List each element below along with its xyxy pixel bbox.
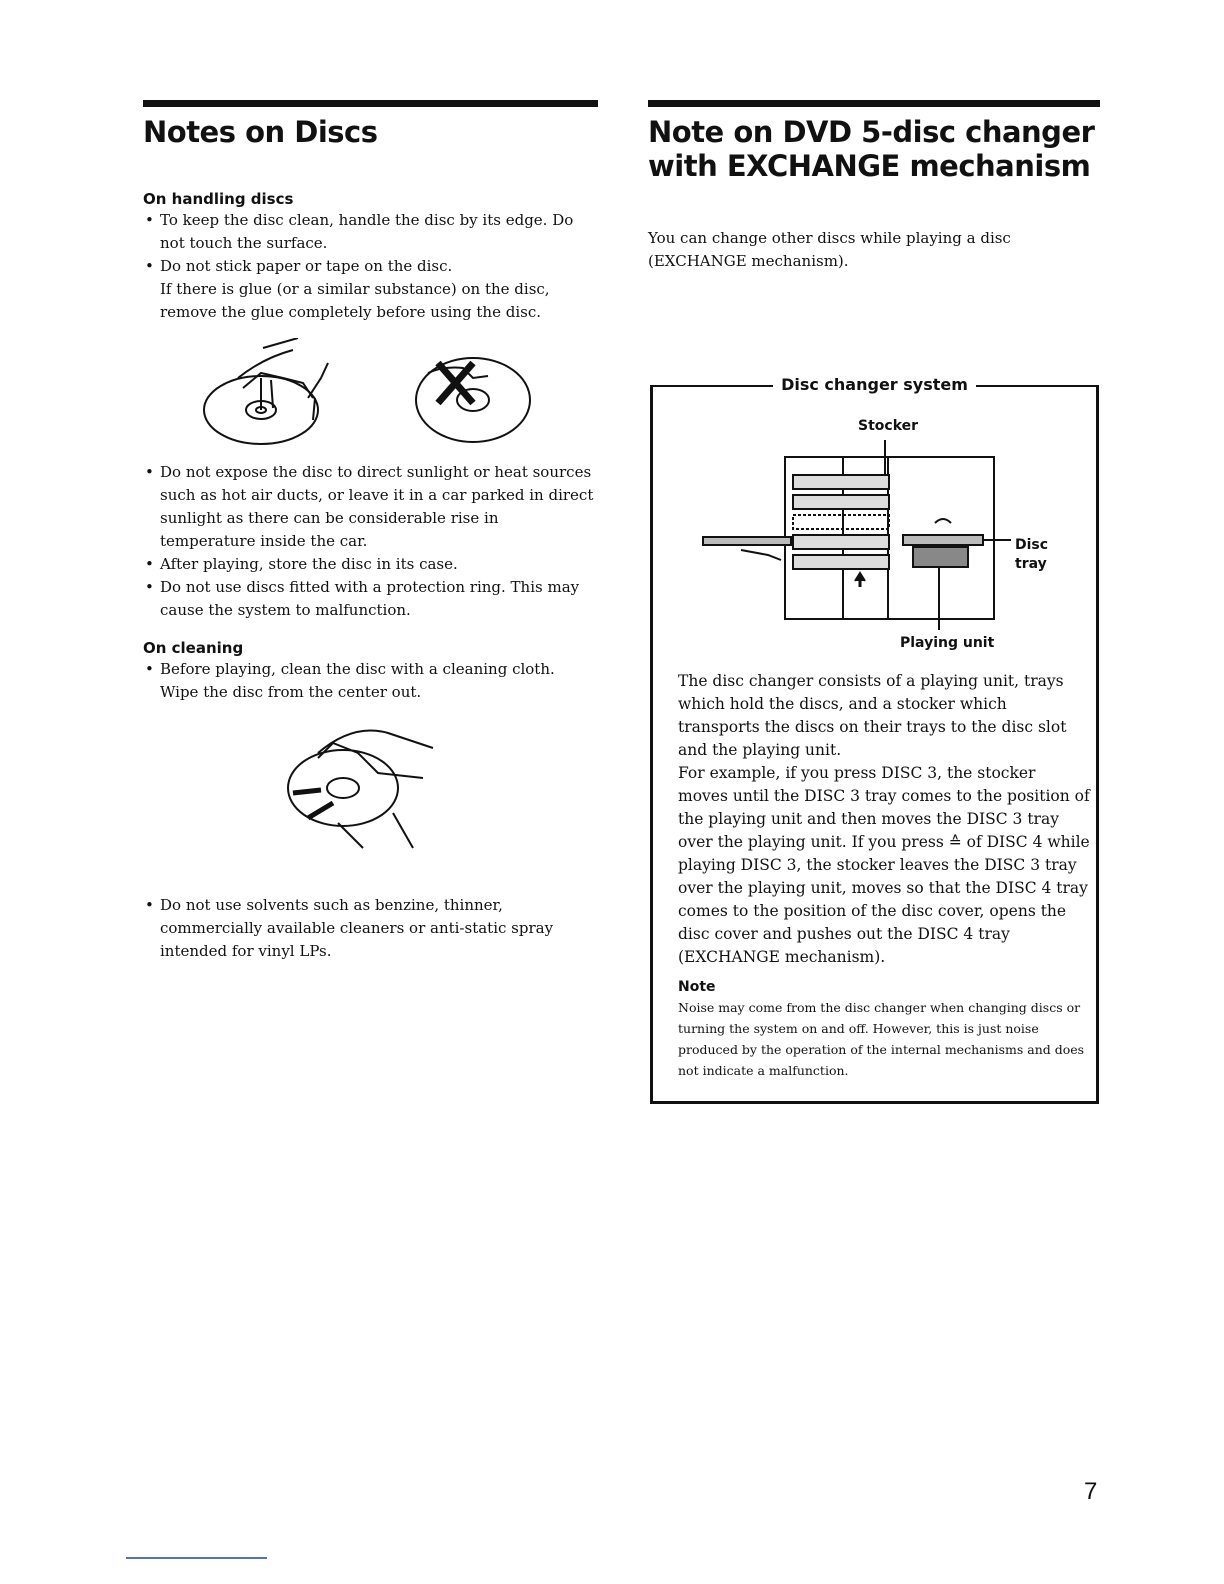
tray-label: tray [1015,556,1047,572]
list-item: • Do not expose the disc to direct sunlight or heat sources such as hot air ducts, or leave it in a car parked in direct sunlight as there can be considerable rise in temperature inside the car. [143,461,598,553]
disc-handling-illustration [143,338,598,453]
box-title: Disc changer system [773,375,976,394]
list-item: • After playing, store the disc in its case. [143,553,598,576]
note-heading: Note [678,979,716,995]
disc-label: Disc [1015,537,1049,553]
wipe-note: Wipe the disc from the center out. [160,683,422,701]
handling-list [143,209,598,278]
notes-on-discs-title: Notes on Discs [143,115,378,149]
list-item: • To keep the disc clean, handle the disc by its edge. Do not touch the surface. [143,209,598,255]
footer-line [126,1557,267,1559]
list-item: • Do not stick paper or tape on the disc. [143,255,598,278]
cleaning-cloth-icon [288,731,433,849]
cleaning-heading: On cleaning [143,639,244,657]
list-item: • Do not use discs fitted with a protection ring. This may cause the system to malfunction. [143,576,598,622]
list-item: • Before playing, clean the disc with a cleaning cloth. [143,658,598,681]
glue-note: If there is glue (or a similar substance) on the disc, remove the glue completely before using the disc. [160,280,550,321]
right-column [648,100,1100,273]
stocker-label: Stocker [858,418,919,434]
list-item: • Do not use solvents such as benzine, thinner, commercially available cleaners or anti-static spray intended for vinyl LPs. [143,894,598,963]
changer-diagram [653,435,1096,635]
title-rule [648,100,1100,107]
intro-text: You can change other discs while playing a disc (EXCHANGE mechanism). [648,229,1011,270]
correct-handling-icon [204,338,328,444]
handling-list-2 [143,461,598,622]
changer-paragraph-2: For example, if you press DISC 3, the stocker moves until the DISC 3 tray comes to the position of the playing unit and then moves the DISC 3 tray over the playing unit. If you press ≙ of DISC 4 while playing DISC 3, the stocker leaves the DISC 3 tray over the playing unit, moves so that the DISC 4 tray comes to the position of the disc cover, opens the disc cover and pushes out the DISC 4 tray (EXCHANGE mechanism). [678,764,1090,966]
handling-heading: On handling discs [143,190,294,208]
title-rule [143,100,598,107]
incorrect-handling-icon [416,358,530,442]
box-text [678,670,1090,1081]
dvd-changer-title: Note on DVD 5-disc changer with EXCHANGE mechanism [648,115,1095,183]
left-column [143,100,598,963]
disc-cleaning-illustration [143,718,598,868]
note-text: Noise may come from the disc changer when changing discs or turning the system on and off. However, this is just noise produced by the operation of the internal mechanisms and does not indicate a malfunction. [678,1000,1085,1078]
playing-unit-label: Playing unit [900,635,995,651]
disc-changer-box [650,375,1099,1104]
cleaning-list-2 [143,894,598,963]
cleaning-list [143,658,598,681]
changer-paragraph-1: The disc changer consists of a playing unit, trays which hold the discs, and a stocker which transports the discs on their trays to the disc slot and the playing unit. [678,672,1067,759]
page-number: 7 [1084,1478,1098,1505]
